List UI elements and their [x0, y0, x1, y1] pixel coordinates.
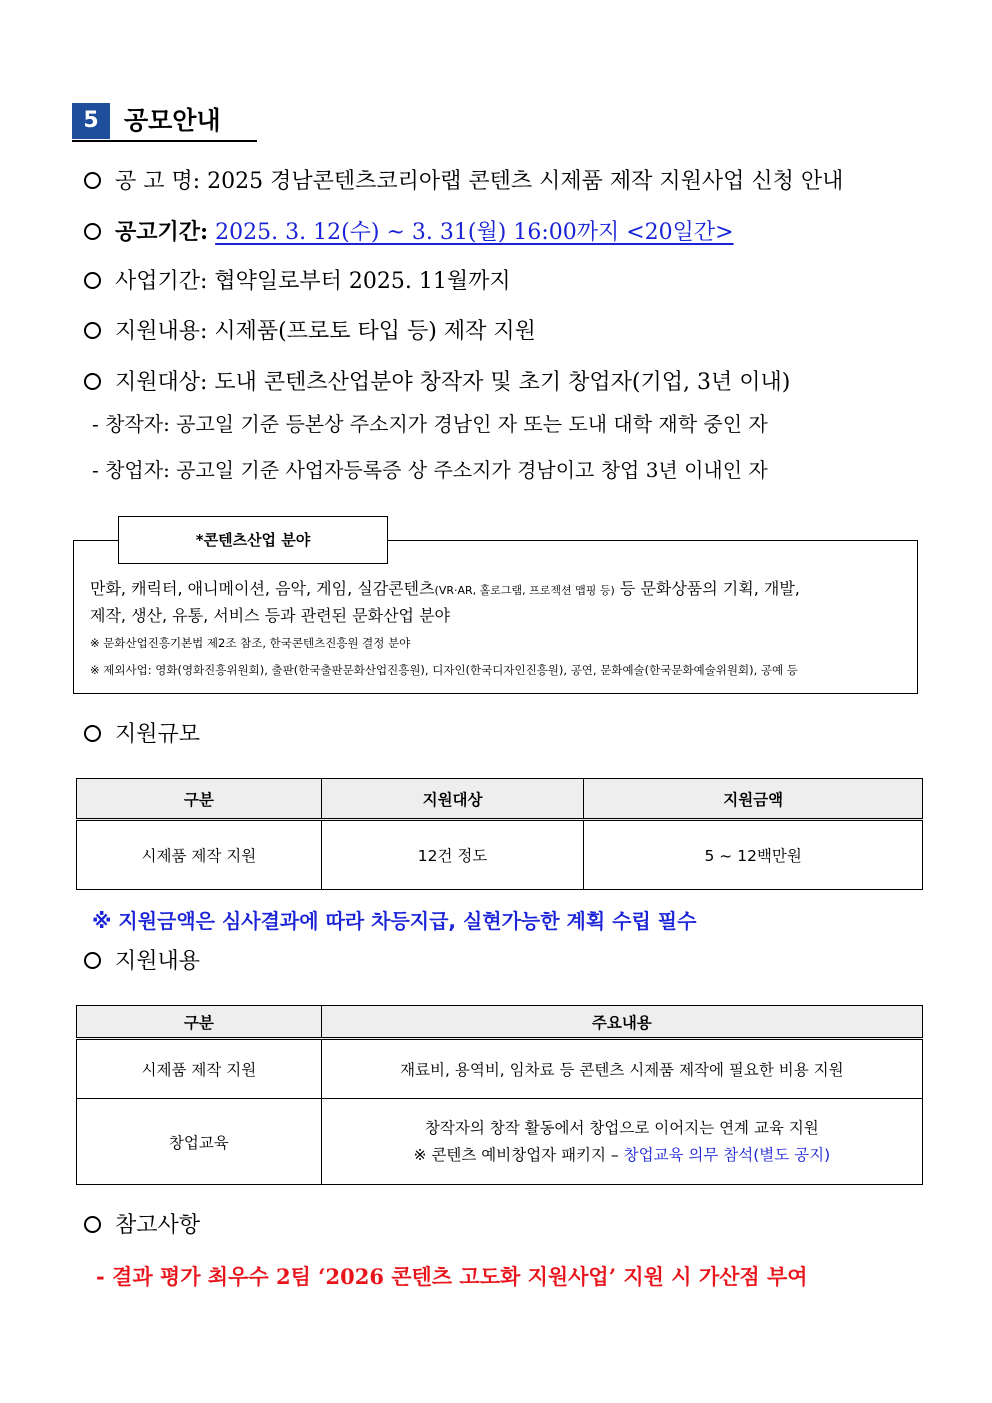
- support-target-line: [84, 368, 790, 398]
- education-package-label: ※ 콘텐츠 예비창업자 패키지 –: [413, 1145, 624, 1164]
- support-detail-heading: [84, 947, 200, 977]
- industry-list-tail: 등 문화상품의 기획, 개발,: [614, 579, 800, 598]
- table-row: [77, 1099, 923, 1185]
- business-period-text: 사업기간: 협약일로부터 2025. 11월까지: [115, 269, 511, 294]
- table-cell: [321, 1099, 922, 1185]
- table-cell: 5 ~ 12백만원: [584, 820, 923, 890]
- support-scale-heading-text: 지원규모: [115, 722, 201, 747]
- startup-criteria-line: - 창업자: 공고일 기준 사업자등록증 상 주소지가 경남이고 창업 3년 이내인 자: [92, 458, 768, 482]
- content-industry-line-1: [90, 578, 800, 602]
- education-package-note: [322, 1142, 922, 1169]
- table-cell: 창업교육: [77, 1099, 322, 1185]
- business-period-line: [84, 267, 511, 297]
- industry-immersive-detail: (VR·AR, 홀로그램, 프로젝션 맵핑 등): [434, 584, 615, 597]
- notice-period-line: [84, 217, 734, 248]
- reference-bonus-line: - 결과 평가 최우수 2팀 ‘2026 콘텐츠 고도화 지원사업’ 지원 시 가산점 부여: [96, 1264, 808, 1289]
- content-industry-label: *콘텐츠산업 분야: [118, 516, 388, 564]
- support-scale-table: [76, 778, 923, 890]
- reference-heading: [84, 1211, 200, 1241]
- circle-bullet-icon: [84, 725, 101, 742]
- support-content-text: 지원내용: 시제품(프로토 타입 등) 제작 지원: [115, 319, 536, 344]
- table-header-cell: 주요내용: [321, 1006, 922, 1039]
- creator-criteria-line: - 창작자: 공고일 기준 등본상 주소지가 경남인 자 또는 도내 대학 재학 중인 자: [92, 412, 768, 436]
- table-header-cell: 지원금액: [584, 779, 923, 820]
- notice-period-label: 공고기간:: [115, 219, 209, 245]
- support-content-line: [84, 317, 536, 347]
- education-mandatory-note: 창업교육 의무 참석(별도 공지): [623, 1145, 831, 1164]
- table-cell: 재료비, 용역비, 임차료 등 콘텐츠 시제품 제작에 필요한 비용 지원: [321, 1039, 922, 1099]
- circle-bullet-icon: [84, 322, 101, 339]
- content-industry-note-1: ※ 문화산업진흥기본법 제2조 참조, 한국콘텐츠진흥원 결정 분야: [90, 636, 411, 650]
- content-industry-note-2: ※ 제외사업: 영화(영화진흥위원회), 출판(한국출판문화산업진흥원), 디자인(한국디자인진흥원), 공연, 문화예술(한국문화예술위원회), 공예 등: [90, 663, 798, 677]
- table-header-row: [77, 779, 923, 820]
- notice-period-value: 2025. 3. 12(수) ~ 3. 31(월) 16:00까지 <20일간>: [215, 220, 734, 245]
- support-scale-heading: [84, 720, 200, 750]
- table-header-cell: 구분: [77, 1006, 322, 1039]
- table-cell: 시제품 제작 지원: [77, 820, 322, 890]
- circle-bullet-icon: [84, 223, 101, 240]
- notice-title-text: 공 고 명: 2025 경남콘텐츠코리아랩 콘텐츠 시제품 제작 지원사업 신청 안내: [115, 169, 844, 194]
- reference-heading-text: 참고사항: [115, 1213, 201, 1238]
- table-cell: 시제품 제작 지원: [77, 1039, 322, 1099]
- table-header-row: [77, 1006, 923, 1039]
- section-title-underline: [72, 140, 257, 142]
- notice-title-line: [84, 167, 843, 197]
- section-number-badge: 5: [72, 103, 110, 139]
- support-detail-table: [76, 1005, 923, 1185]
- section-title: 공모안내: [124, 106, 221, 135]
- table-header-cell: 구분: [77, 779, 322, 820]
- support-amount-note: ※ 지원금액은 심사결과에 따라 차등지급, 실현가능한 계획 수립 필수: [92, 909, 697, 933]
- support-target-text: 지원대상: 도내 콘텐츠산업분야 창작자 및 초기 창업자(기업, 3년 이내): [115, 370, 791, 395]
- education-description: 창작자의 창작 활동에서 창업으로 이어지는 연계 교육 지원: [424, 1118, 819, 1137]
- circle-bullet-icon: [84, 373, 101, 390]
- table-row: [77, 1039, 923, 1099]
- content-industry-line-2: 제작, 생산, 유통, 서비스 등과 관련된 문화산업 분야: [90, 606, 450, 625]
- table-cell: 12건 정도: [321, 820, 584, 890]
- circle-bullet-icon: [84, 1216, 101, 1233]
- circle-bullet-icon: [84, 952, 101, 969]
- industry-list-text: 만화, 캐릭터, 애니메이션, 음악, 게임, 실감콘텐츠: [90, 579, 435, 598]
- table-row: [77, 820, 923, 890]
- table-header-cell: 지원대상: [321, 779, 584, 820]
- circle-bullet-icon: [84, 272, 101, 289]
- circle-bullet-icon: [84, 172, 101, 189]
- support-detail-heading-text: 지원내용: [115, 949, 201, 974]
